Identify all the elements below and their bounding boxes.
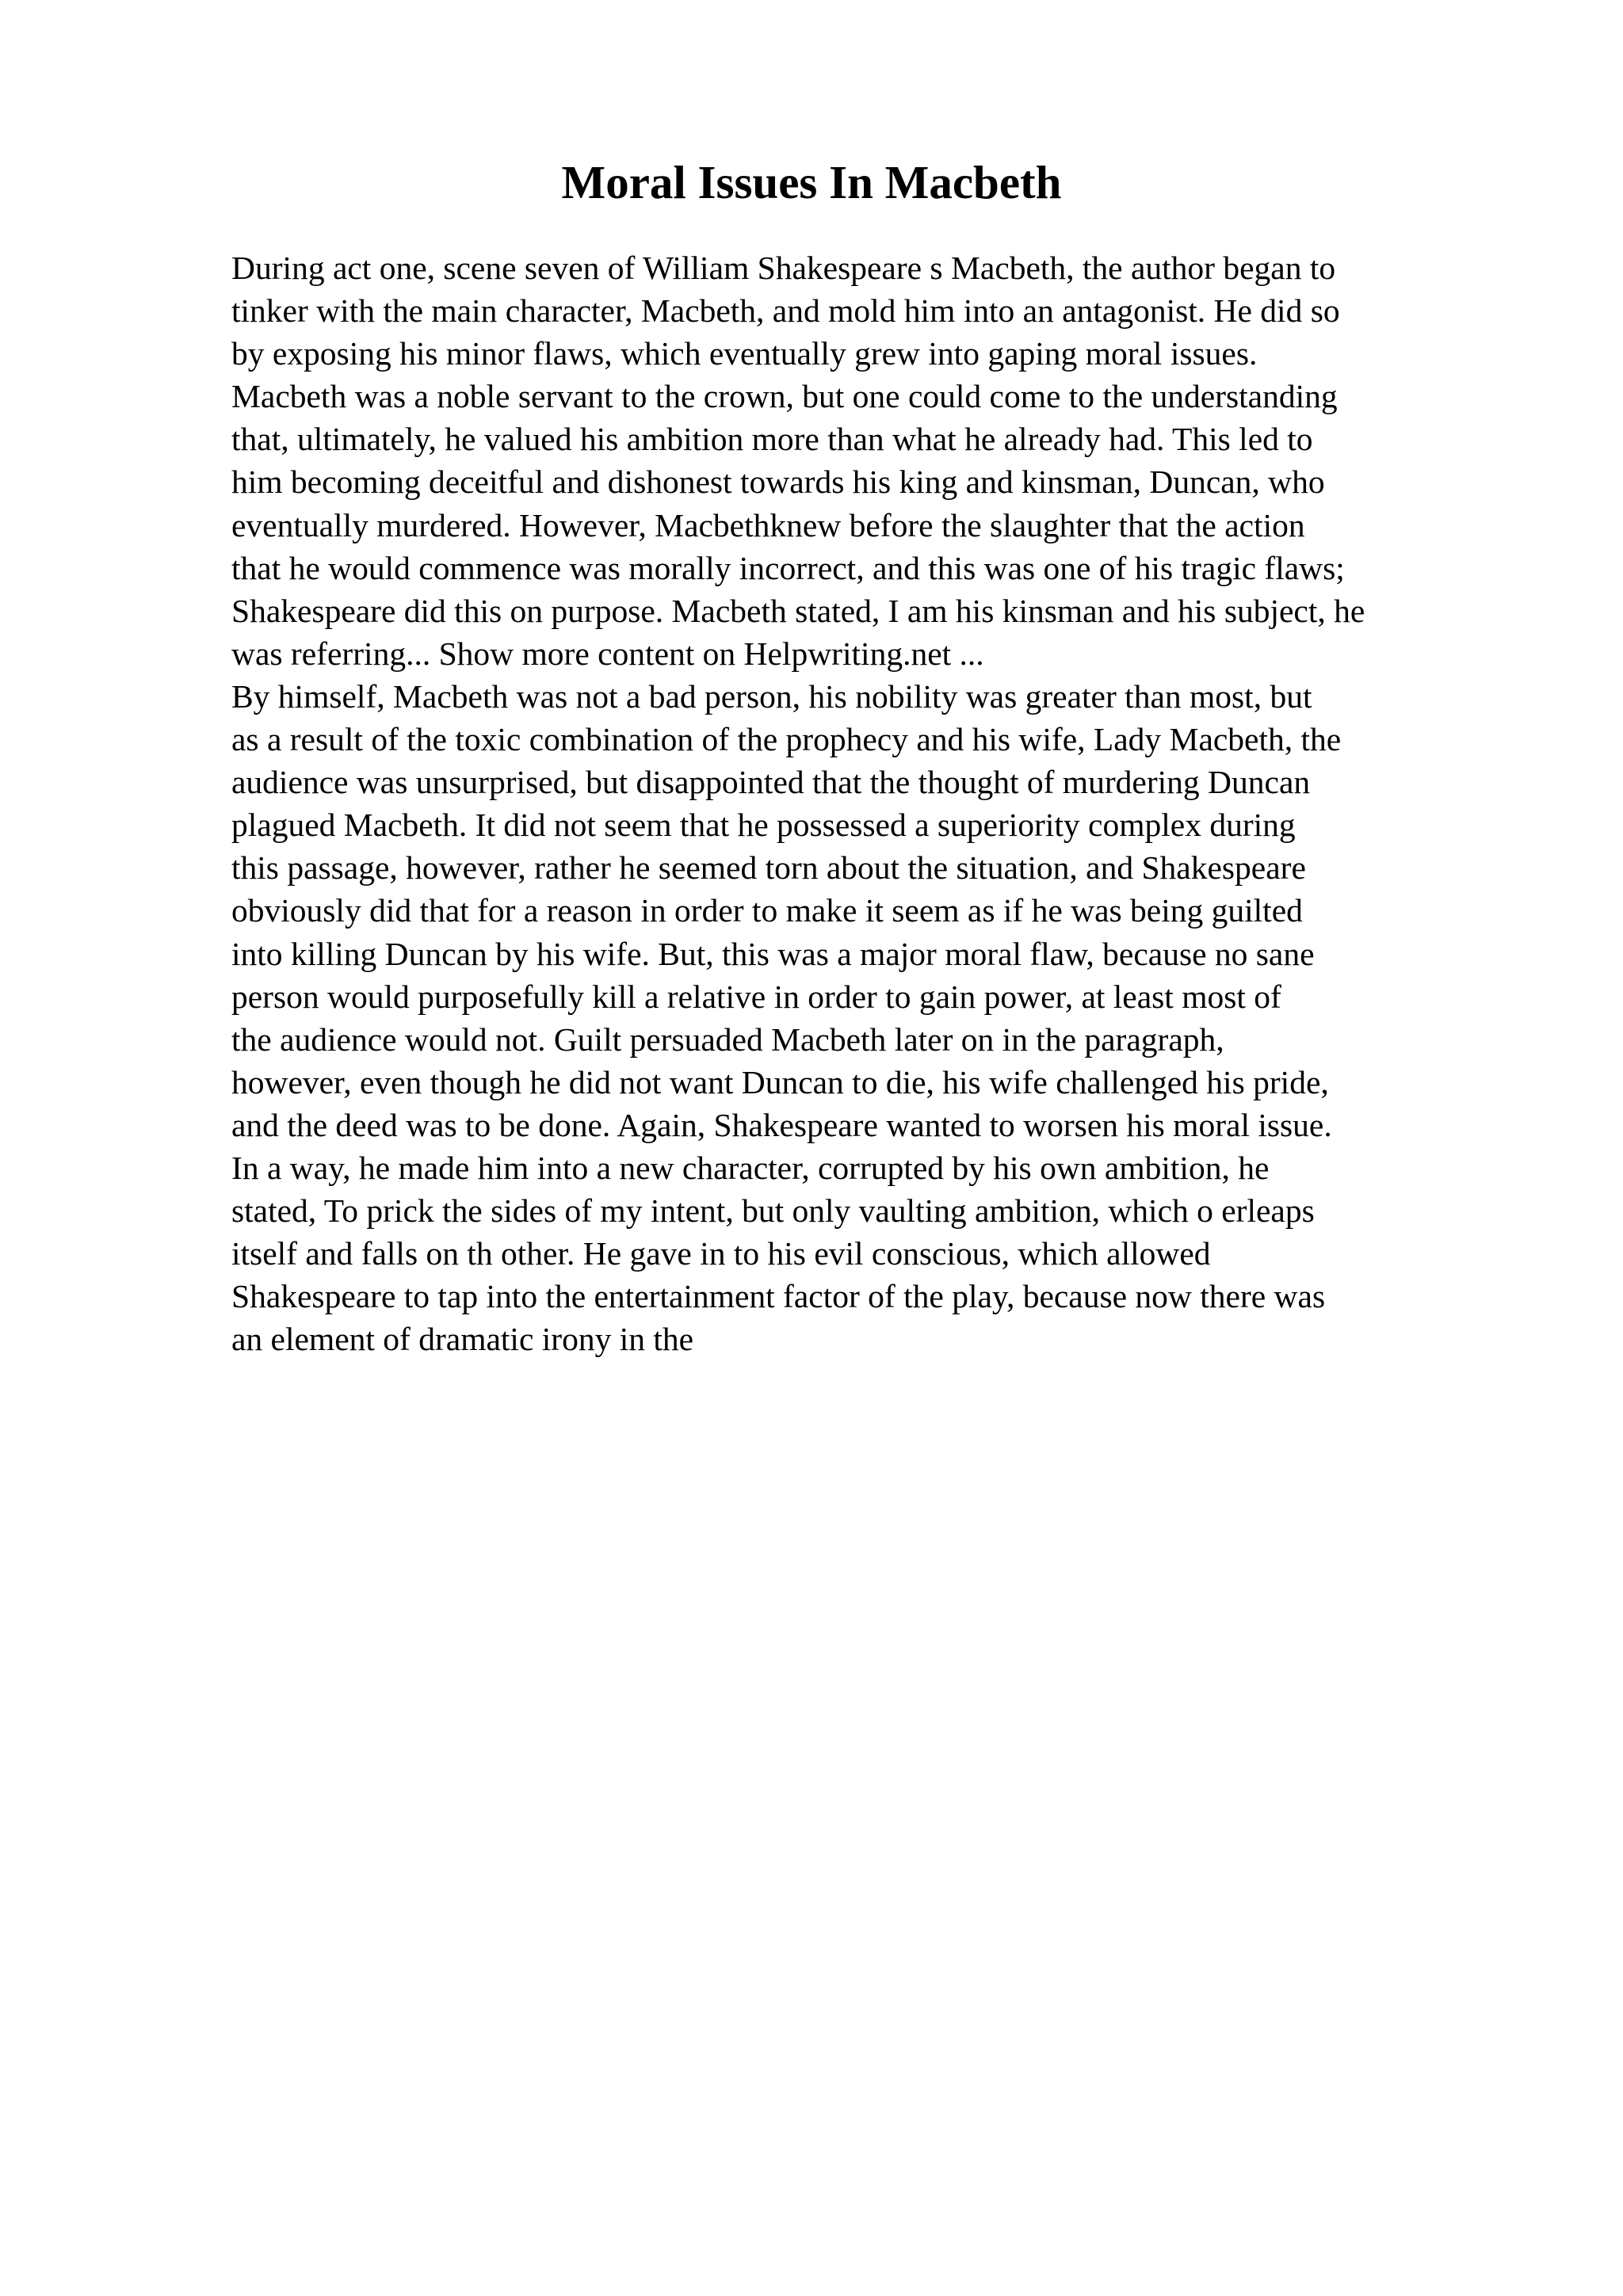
body-line: Shakespeare to tap into the entertainment factor of the play, because now there was bbox=[231, 1278, 1326, 1315]
body-line: audience was unsurprised, but disappointed that the thought of murdering Duncan bbox=[231, 764, 1311, 801]
body-line: eventually murdered. However, Macbethknew before the slaughter that the action bbox=[231, 506, 1305, 543]
body-line: however, even though he did not want Duncan to die, his wife challenged his pride, bbox=[231, 1063, 1329, 1100]
body-line: by exposing his minor flaws, which eventually grew into gaping moral issues. bbox=[231, 335, 1258, 372]
document-title: Moral Issues In Macbeth bbox=[561, 156, 1062, 208]
body-line: plagued Macbeth. It did not seem that he possessed a superiority complex during bbox=[231, 807, 1296, 844]
body-line: as a result of the toxic combination of the prophecy and his wife, Lady Macbeth, the bbox=[231, 721, 1342, 758]
body-line: obviously did that for a reason in order to make it seem as if he was being guilted bbox=[231, 892, 1303, 929]
body-line: By himself, Macbeth was not a bad person, his nobility was greater than most, but bbox=[231, 677, 1312, 715]
body-line: and the deed was to be done. Again, Shakespeare wanted to worsen his moral issue. bbox=[231, 1106, 1332, 1143]
body-line: Shakespeare did this on purpose. Macbeth stated, I am his kinsman and his subject, he bbox=[231, 592, 1365, 629]
body-line: was referring... Show more content on Helpwriting.net ... bbox=[231, 635, 984, 672]
body-line: Macbeth was a noble servant to the crown, but one could come to the understanding bbox=[231, 378, 1338, 415]
body-line: During act one, scene seven of William Shakespeare s Macbeth, the author began to bbox=[231, 250, 1336, 286]
document-body bbox=[231, 246, 1594, 1360]
body-line: that, ultimately, he valued his ambition more than what he already had. This led to bbox=[231, 421, 1313, 458]
body-line: person would purposefully kill a relative in order to gain power, at least most of bbox=[231, 978, 1281, 1015]
body-line: that he would commence was morally incorrect, and this was one of his tragic flaws; bbox=[231, 549, 1345, 586]
body-line: this passage, however, rather he seemed torn about the situation, and Shakespeare bbox=[231, 849, 1306, 887]
body-line: tinker with the main character, Macbeth, and mold him into an antagonist. He did so bbox=[231, 292, 1340, 330]
body-line: itself and falls on th other. He gave in to his evil conscious, which allowed bbox=[231, 1235, 1211, 1272]
body-line: into killing Duncan by his wife. But, this was a major moral flaw, because no sane bbox=[231, 935, 1315, 972]
body-line: the audience would not. Guilt persuaded Macbeth later on in the paragraph, bbox=[231, 1020, 1224, 1058]
body-line: stated, To prick the sides of my intent, but only vaulting ambition, which o erleaps bbox=[231, 1192, 1315, 1230]
body-line: In a way, he made him into a new character, corrupted by his own ambition, he bbox=[231, 1149, 1270, 1186]
body-line: an element of dramatic irony in the bbox=[231, 1321, 694, 1358]
body-line: him becoming deceitful and dishonest towards his king and kinsman, Duncan, who bbox=[231, 463, 1325, 501]
